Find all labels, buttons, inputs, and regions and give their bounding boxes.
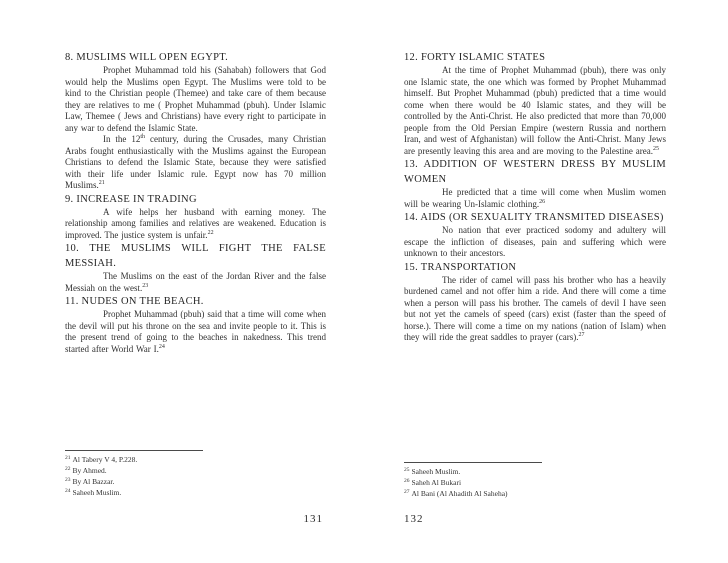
page-number: 132	[404, 513, 424, 525]
footnote-text: Saheeh Muslim.	[411, 467, 461, 476]
section-heading-12: 12. FORTY ISLAMIC STATES	[404, 52, 546, 63]
section-heading-9: 9. INCREASE IN TRADING	[65, 193, 197, 205]
body-paragraph: The rider of camel will pass his brother who has a heavily burdened camel and not offer him a ride. And there will come a time when a person will pass his brother. The camels of devil I have seen but not yet the camels of speed (cars) exist (faster than the speed of horse.). There will come a time on my nations (nation of Islam) when they will ride the great saddles to prayer (cars).$^{27}$	[404, 274, 666, 342]
footnote-number: 26	[404, 477, 410, 484]
footnote-text: By Al Bazzar.	[72, 477, 115, 486]
body-paragraph: At the time of Prophet Muhammad (pbuh), there was only one Islamic state, the one which was formed by Prophet Muhammad himself. But Prophet Muhammad (pbuh) predicted that a time would come when there would be 40 Islamic states, and they will be controlled by the Anti-Christ. He also predicted that more than 70,000 people from the Old Persian Empire (western Russia and northern Iran, and west of Afghanistan) will follow the Anti-Christ. Many Jews are presently leaving this area and are moving to the Palestine area.$^{25}$	[404, 65, 666, 156]
body-paragraph: Prophet Muhammad told his (Sahabah) followers that God would help the Muslims open Egypt. The Muslims were told to be kind to the Christian people (Themee) and take care of them because they are relatives to me ( Prophet Muhammad (pbuh). Under Islamic Law, Themee ( Jews and Christians) have every right to participate in any war to defend the Islamic State.	[65, 65, 326, 133]
page-number: 131	[303, 513, 323, 525]
footnote-number: 27	[404, 488, 410, 495]
footnote-text: By Ahmed.	[72, 466, 107, 475]
body-paragraph: Prophet Muhammad (pbuh) said that a time will come when the devil will put his throne on the sea and invite people to it. This is the present trend of going to the beaches in nakedness. This trend started after World War I.$^{24}$	[65, 309, 326, 354]
footnote-item	[65, 454, 326, 465]
footnote-item	[65, 487, 326, 498]
footnote-number: 24	[65, 487, 71, 494]
footnote-text: Saheeh Muslim.	[72, 488, 122, 497]
footnote-number: 25	[404, 466, 410, 473]
section-heading-8: 8. MUSLIMS WILL OPEN EGYPT.	[65, 52, 229, 63]
body-paragraph: He predicted that a time will come when Muslim women will be wearing Un-Islamic clothing.$^{26}$	[404, 187, 666, 209]
page-131	[65, 50, 326, 545]
footnote-number: 21	[65, 454, 71, 461]
footnote-separator	[404, 462, 542, 463]
footnote-item	[404, 466, 666, 477]
section-heading-11: 11. NUDES ON THE BEACH.	[65, 296, 204, 307]
footnote-item	[404, 477, 666, 488]
footnotes-131	[65, 450, 326, 498]
footnotes-132	[404, 462, 666, 499]
section-heading-13: 13. ADDITION OF WESTERN DRESS BY MUSLIM WOMEN	[404, 159, 666, 185]
footnote-item	[65, 465, 326, 476]
footnote-text: Saheh Al Bukari	[411, 478, 462, 487]
section-heading-15: 15. TRANSPORTATION	[404, 261, 517, 273]
section-heading-10: 10. THE MUSLIMS WILL FIGHT THE FALSE MESSIAH.	[65, 243, 326, 269]
body-paragraph: No nation that ever practiced sodomy and adultery will escape the infliction of diseases, pain and suffering which were unknown to their ancestors.	[404, 225, 666, 258]
body-paragraph: A wife helps her husband with earning money. The relationship among families and relatives are weakened. Education is improved. The justice system is unfair.$^{22}$	[65, 206, 326, 240]
body-paragraph: The Muslims on the east of the Jordan River and the false Messiah on the west.$^{23}$	[65, 271, 326, 293]
footnote-item	[404, 488, 666, 499]
footnote-item	[65, 476, 326, 487]
footnote-number: 23	[65, 476, 71, 483]
footnote-number: 22	[65, 465, 71, 472]
footnote-text: Al Bani (Al Ahadith Al Saheha)	[411, 489, 508, 498]
page-132	[404, 50, 666, 545]
footnote-text: Al Tabery V 4, P.228.	[72, 455, 138, 464]
footnote-separator	[65, 450, 203, 451]
section-heading-14: 14. AIDS (OR SEXUALITY TRANSMITED DISEASES)	[404, 212, 664, 223]
body-paragraph: In the 12th century, during the Crusades, many Christian Arabs fought enthusiastically with the Muslims against the European Christians to defend the Islamic State, because they were satisfied with their life under Islamic rule. Egypt now has 70 million Muslims.$^{21}$	[65, 134, 326, 190]
